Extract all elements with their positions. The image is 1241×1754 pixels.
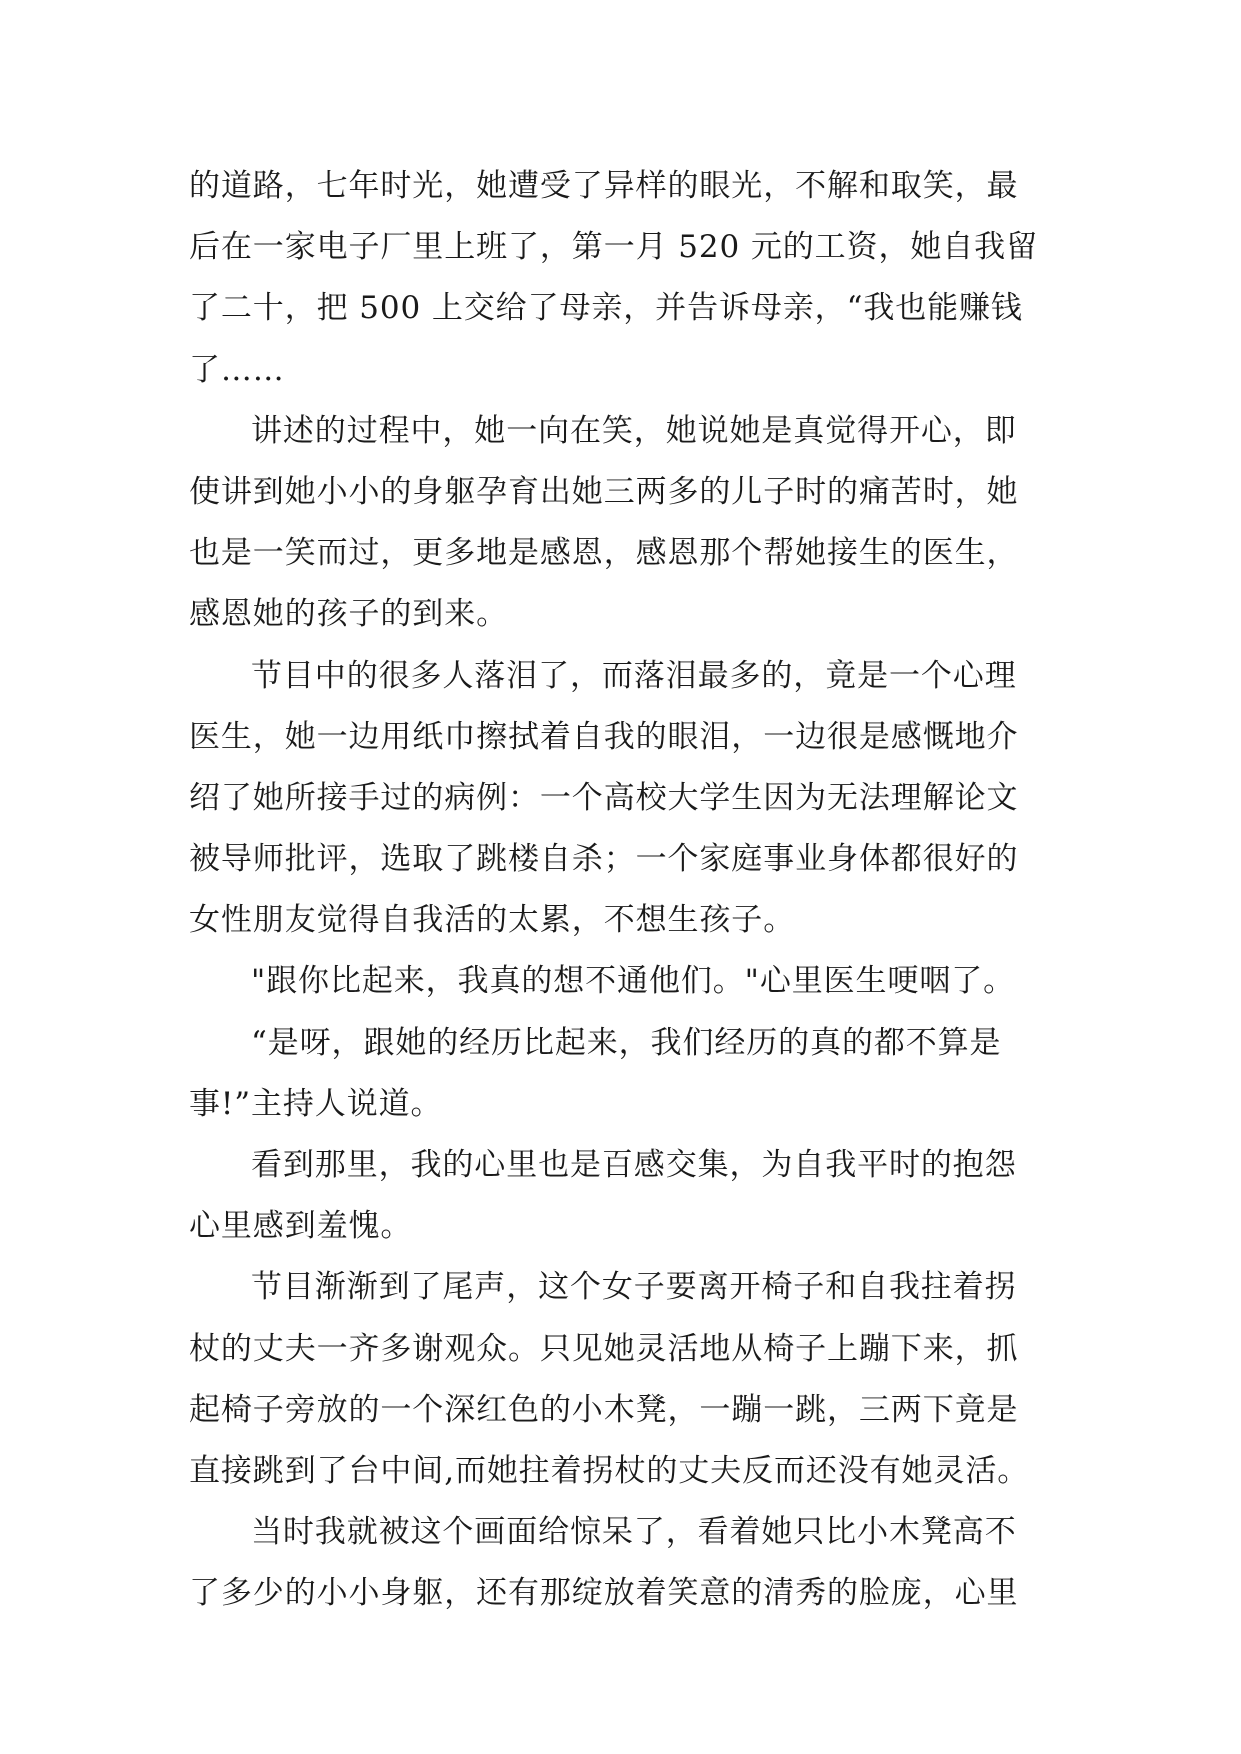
paragraph-first-line: 看到那里，我的心里也是百感交集，为自我平时的抱怨 — [251, 1147, 1017, 1183]
paragraph-first-line: 讲述的过程中，她一向在笑，她说她是真觉得开心，即 — [251, 412, 1017, 449]
text-line: 绍了她所接手过的病例：一个高校大学生因为无法理解论文 — [189, 779, 1019, 816]
text-line: 感恩她的孩子的到来。 — [189, 596, 508, 633]
text-line: 心里感到羞愧。 — [189, 1208, 413, 1245]
text-line: 也是一笑而过，更多地是感恩，感恩那个帮她接生的医生， — [189, 535, 1019, 572]
text-line: 起椅子旁放的一个深红色的小木凳，一蹦一跳，三两下竟是 — [189, 1391, 1019, 1428]
paragraph-first-line: "跟你比起来，我真的想不通他们。"心里医生哽咽了。 — [251, 963, 1016, 1000]
text-line: 的道路，七年时光，她遭受了异样的眼光，不解和取笑，最 — [189, 168, 1019, 204]
text-line: 直接跳到了台中间,而她拄着拐杖的丈夫反而还没有她灵活。 — [189, 1452, 1030, 1489]
text-line: 使讲到她小小的身躯孕育出她三两多的儿子时的痛苦时，她 — [189, 473, 1019, 510]
paragraph-first-line: “是呀，跟她的经历比起来，我们经历的真的都不算是 — [251, 1024, 1002, 1061]
document-body — [189, 156, 1059, 1625]
text-line: 被导师批评，选取了跳楼自杀；一个家庭事业身体都很好的 — [189, 841, 1019, 878]
text-line: 后在一家电子厂里上班了，第一月 520 元的工资，她自我留 — [189, 229, 1038, 266]
text-line: 女性朋友觉得自我活的太累，不想生孩子。 — [189, 902, 796, 939]
text-line: 了…… — [189, 351, 285, 388]
text-line: 了二十，把 500 上交给了母亲，并告诉母亲，“我也能赚钱 — [189, 290, 1023, 327]
text-line: 杖的丈夫一齐多谢观众。只见她灵活地从椅子上蹦下来，抓 — [189, 1330, 1019, 1367]
paragraph-first-line: 节目渐渐到了尾声，这个女子要离开椅子和自我拄着拐 — [251, 1269, 1017, 1306]
paragraph-first-line: 节目中的很多人落泪了，而落泪最多的，竟是一个心理 — [251, 657, 1017, 694]
paragraph-first-line: 当时我就被这个画面给惊呆了，看着她只比小木凳高不 — [251, 1514, 1017, 1551]
text-line: 了多少的小小身躯，还有那绽放着笑意的清秀的脸庞，心里 — [189, 1575, 1019, 1612]
text-line: 事!”主持人说道。 — [189, 1085, 443, 1122]
text-line: 医生，她一边用纸巾擦拭着自我的眼泪，一边很是感慨地介 — [189, 718, 1019, 755]
